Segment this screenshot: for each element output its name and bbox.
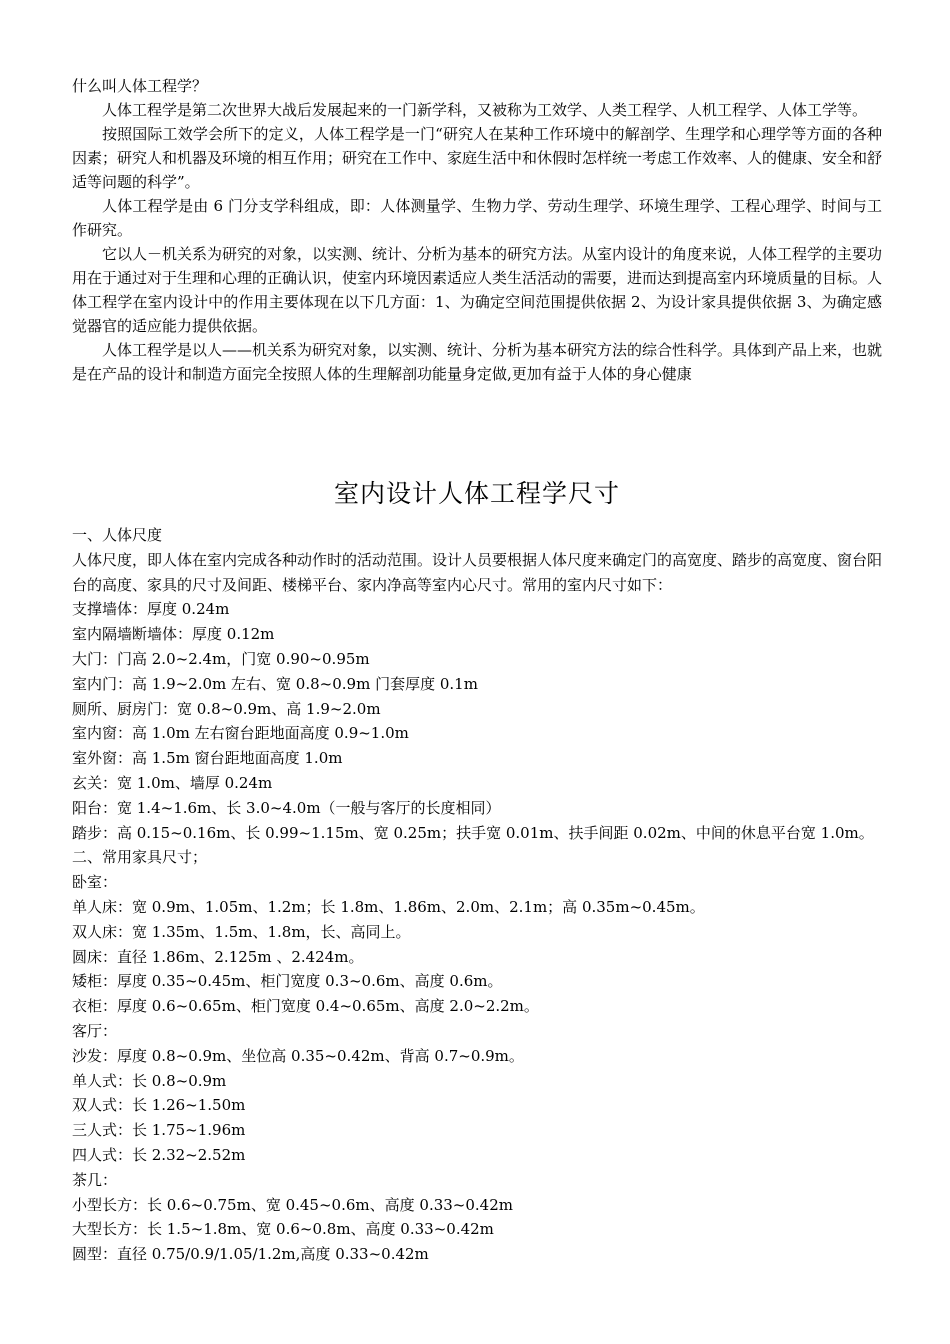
furniture-item: 单人式：长 0.8~0.9m [72,1071,227,1090]
furniture-item: 衣柜：厚度 0.6~0.65m、柜门宽度 0.4~0.65m、高度 2.0~2.2m。 [72,997,539,1016]
intro-paragraph: 人体工程学是第二次世界大战后发展起来的一门新学科，又被称为工效学、人类工程学、人机工程学、人体工学等。 [102,101,868,119]
section-heading: 一、人体尺度 [72,526,163,544]
dimension-item: 室内隔墙断墙体：厚度 0.12m [72,625,275,644]
furniture-item: 单人床：宽 0.9m、1.05m、1.2m；长 1.8m、1.86m、2.0m、2.1m；高 0.35m~0.45m。 [72,897,705,916]
section-description: 人体尺度，即人体在室内完成各种动作时的活动范围。设计人员要根据人体尺度来确定门的高宽度、踏步的高宽度、窗台阳台的高度、家具的尺寸及间距、楼梯平台、家内净高等室内心尺寸。常用的室内尺寸如下： [72,550,883,594]
section-heading: 二、常用家具尺寸； [72,848,208,867]
dimension-item: 玄关：宽 1.0m、墙厚 0.24m [72,773,273,792]
intro-question: 什么叫人体工程学？ [72,77,208,95]
dimension-item: 室外窗：高 1.5m 窗台距地面高度 1.0m [72,749,343,768]
furniture-item: 双人床：宽 1.35m、1.5m、1.8m，长、高同上。 [72,922,411,941]
furniture-item: 小型长方：长 0.6~0.75m、宽 0.45~0.6m、高度 0.33~0.42m [72,1195,513,1214]
furniture-item: 三人式：长 1.75~1.96m [72,1121,246,1140]
furniture-item: 大型长方：长 1.5~1.8m、宽 0.6~0.8m、高度 0.33~0.42m [72,1220,494,1239]
intro-paragraph: 按照国际工效学会所下的定义，人体工程学是一门“研究人在某种工作环境中的解剖学、生理学和心理学等方面的各种因素；研究人和机器及环境的相互作用；研究在工作中、家庭生活中和休假时怎样统一考虑工作效率、人的健康、安全和舒适等问题的科学”。 [72,125,883,191]
intro-paragraph: 人体工程学是由 6 门分支学科组成，即：人体测量学、生物力学、劳动生理学、环境生理学、工程心理学、时间与工作研究。 [72,197,882,239]
intro-paragraph: 人体工程学是以人——机关系为研究对象，以实测、统计、分析为基本研究方法的综合性科学。具体到产品上来，也就是在产品的设计和制造方面完全按照人体的生理解剖功能量身定做,更加有益于人体的身心健康 [72,341,883,383]
dimensions-section [72,523,882,1267]
furniture-item: 矮柜：厚度 0.35~0.45m、柜门宽度 0.3~0.6m、高度 0.6m。 [72,972,503,991]
intro-paragraph: 它以人－机关系为研究的对象，以实测、统计、分析为基本的研究方法。从室内设计的角度来说，人体工程学的主要功用在于通过对于生理和心理的正确认识，使室内环境因素适应人类生活活动的需要，进而达到提高室内环境质量的目标。人体工程学在室内设计中的作用主要体现在以下几方面：1、为确定空间范围提供依据 2、为设计家具提供依据 3、为确定感觉器官的适应能力提供依据。 [72,245,883,335]
dimension-item: 踏步：高 0.15~0.16m、长 0.99~1.15m、宽 0.25m；扶手宽 0.01m、扶手间距 0.02m、中间的休息平台宽 1.0m。 [72,823,874,842]
furniture-item: 四人式：长 2.32~2.52m [72,1145,246,1164]
intro-section [72,74,882,386]
subsection-label-tea-table: 茶几： [72,1170,118,1189]
subsection-label-living-room: 客厅： [72,1021,118,1040]
furniture-item: 双人式：长 1.26~1.50m [72,1096,246,1115]
dimension-item: 阳台：宽 1.4~1.6m、长 3.0~4.0m（一般与客厅的长度相同） [72,798,501,817]
dimension-item: 室内门：高 1.9~2.0m 左右、宽 0.8~0.9m 门套厚度 0.1m [72,674,478,693]
subsection-label-bedroom: 卧室： [72,873,118,892]
furniture-item: 圆床：直径 1.86m、2.125m 、2.424m。 [72,947,364,966]
dimension-item: 大门：门高 2.0~2.4m，门宽 0.90~0.95m [72,649,370,668]
dimension-item: 厕所、厨房门：宽 0.8~0.9m、高 1.9~2.0m [72,699,381,718]
dimension-item: 室内窗：高 1.0m 左右窗台距地面高度 0.9~1.0m [72,724,409,743]
document-title: 室内设计人体工程学尺寸 [333,479,620,508]
dimension-item: 支撑墙体：厚度 0.24m [72,600,230,619]
document-page [72,74,883,1264]
furniture-item: 圆型：直径 0.75/0.9/1.05/1.2m,高度 0.33~0.42m [72,1245,429,1264]
furniture-item: 沙发：厚度 0.8~0.9m、坐位高 0.35~0.42m、背高 0.7~0.9m。 [72,1046,524,1065]
